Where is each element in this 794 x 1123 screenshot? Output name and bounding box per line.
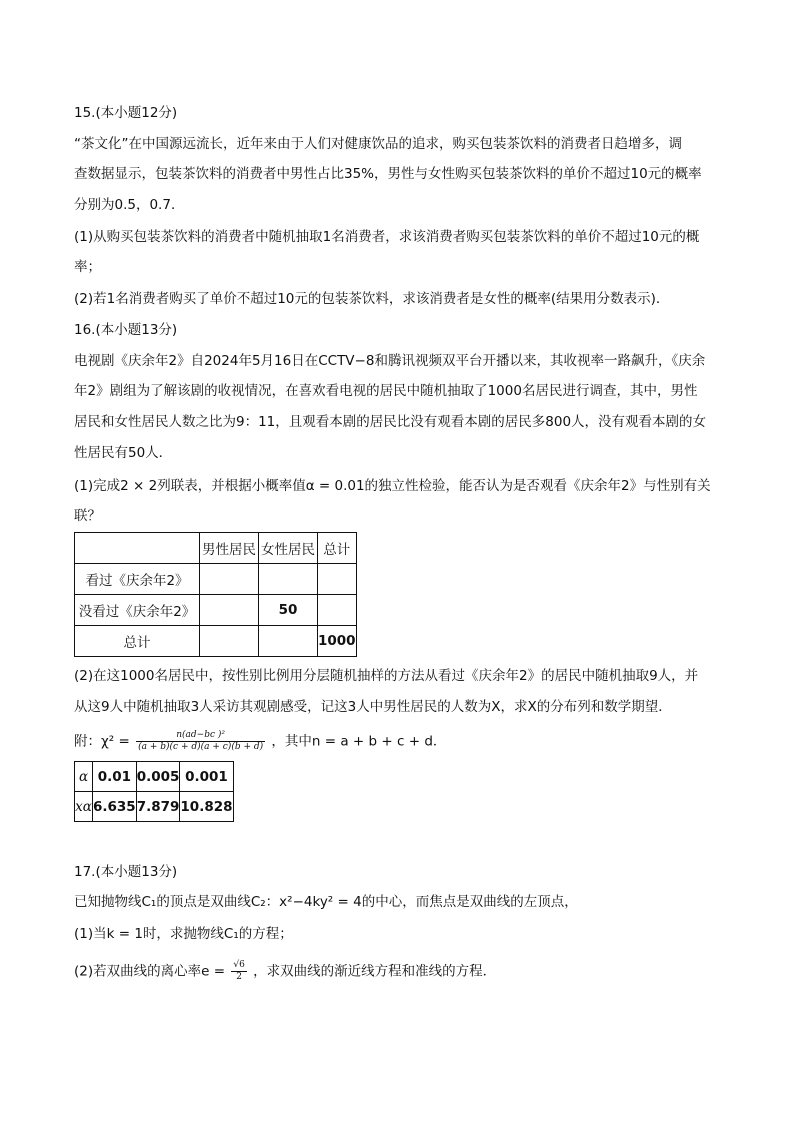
table-cell: 1000 bbox=[318, 626, 357, 657]
table-row bbox=[75, 792, 234, 822]
q17-body: 已知抛物线C₁的顶点是双曲线C₂：x²−4ky² = 4的中心，而焦点是双曲线的左顶点， bbox=[74, 894, 578, 910]
table-cell bbox=[75, 533, 200, 564]
table-cell bbox=[259, 564, 318, 595]
critical-value-table bbox=[74, 761, 234, 822]
table-row-label: 没看过《庆余年2》 bbox=[75, 595, 200, 626]
formula-fraction bbox=[136, 730, 265, 753]
table-row bbox=[75, 564, 357, 595]
q16-part2-line-2: 从这9人中随机抽取3人采访其观剧感受，记这3人中男性居民的人数为X，求X的分布列和数学期望． bbox=[74, 699, 672, 715]
contingency-table bbox=[74, 532, 357, 657]
q17-part1: (1)当k = 1时，求抛物线C₁的方程； bbox=[74, 926, 293, 942]
table-cell bbox=[259, 626, 318, 657]
table-cell: 6.635 bbox=[93, 792, 137, 822]
table-cell: 0.001 bbox=[180, 762, 233, 792]
q15-body-line-3: 分别为0.5，0.7． bbox=[74, 197, 185, 213]
q15-body-line-1: “茶文化”在中国源远流长，近年来由于人们对健康饮品的追求，购买包装茶饮料的消费者日趋增多，调 bbox=[74, 136, 682, 152]
table-row-label: α bbox=[75, 762, 93, 792]
table-header-cell: 女性居民 bbox=[259, 533, 318, 564]
table-row bbox=[75, 626, 357, 657]
table-header-row bbox=[75, 533, 357, 564]
table-header-cell: 男性居民 bbox=[200, 533, 259, 564]
q17-part2-suffix: ，求双曲线的渐近线方程和准线的方程． bbox=[253, 963, 497, 980]
q16-part1-line-1: (1)完成2 × 2列联表，并根据小概率值α = 0.01的独立性检验，能否认为是否观看《庆余年2》与性别有关 bbox=[74, 478, 711, 494]
q16-part1-line-2: 联？ bbox=[74, 508, 101, 524]
q15-part1-line-2: 率； bbox=[74, 259, 101, 275]
table-row bbox=[75, 595, 357, 626]
eccentricity-denominator: 2 bbox=[236, 972, 242, 982]
table-cell bbox=[200, 595, 259, 626]
q15-part1-line-1: (1)从购买包装茶饮料的消费者中随机抽取1名消费者，求该消费者购买包装茶饮料的单价不超过10元的概 bbox=[74, 229, 700, 245]
formula-denominator: (a + b)(c + d)(a + c)(b + d) bbox=[138, 742, 264, 752]
eccentricity-fraction bbox=[231, 960, 246, 983]
eccentricity-numerator: √6 bbox=[233, 960, 245, 970]
formula-prefix: 附：χ² = bbox=[74, 733, 130, 750]
q16-header: 16.(本小题13分) bbox=[74, 322, 178, 338]
q16-body-line-4: 性居民有50人． bbox=[74, 445, 173, 461]
chi-square-formula bbox=[74, 730, 446, 753]
table-cell: 50 bbox=[259, 595, 318, 626]
table-cell bbox=[200, 626, 259, 657]
q16-body-line-3: 居民和女性居民人数之比为9：11，且观看本剧的居民比没有观看本剧的居民多800人，没有观看本剧的女 bbox=[74, 414, 707, 430]
table-row bbox=[75, 762, 234, 792]
q15-part2: (2)若1名消费者购买了单价不超过10元的包装茶饮料，求该消费者是女性的概率(结果用分数表示)． bbox=[74, 291, 670, 307]
table-header-cell: 总计 bbox=[318, 533, 357, 564]
q15-body-line-2: 查数据显示，包装茶饮料的消费者中男性占比35%，男性与女性购买包装茶饮料的单价不超过10元的概率 bbox=[74, 166, 702, 182]
table-row-label: 总计 bbox=[75, 626, 200, 657]
q15-header: 15.(本小题12分) bbox=[74, 105, 178, 121]
table-cell: 0.01 bbox=[93, 762, 137, 792]
table-row-label: xα bbox=[75, 792, 93, 822]
table-cell bbox=[318, 595, 357, 626]
formula-suffix: ，其中n = a + b + c + d． bbox=[271, 733, 447, 750]
q16-body-line-2: 年2》剧组为了解该剧的收视情况，在喜欢看电视的居民中随机抽取了1000名居民进行调查，其中，男性 bbox=[74, 383, 698, 399]
table-cell bbox=[200, 564, 259, 595]
table-row-label: 看过《庆余年2》 bbox=[75, 564, 200, 595]
q16-body-line-1: 电视剧《庆余年2》自2024年5月16日在CCTV−8和腾讯视频双平台开播以来，其收视率一路飙升，《庆余 bbox=[74, 353, 706, 369]
q17-header: 17.(本小题13分) bbox=[74, 864, 178, 880]
table-cell: 10.828 bbox=[180, 792, 233, 822]
formula-numerator: n(ad−bc )² bbox=[136, 730, 265, 742]
table-cell bbox=[318, 564, 357, 595]
q17-part2-prefix: (2)若双曲线的离心率e = bbox=[74, 963, 226, 980]
q16-part2-line-1: (2)在这1000名居民中，按性别比例用分层随机抽样的方法从看过《庆余年2》的居民中随机抽取9人，并 bbox=[74, 668, 699, 684]
table-cell: 0.005 bbox=[136, 762, 180, 792]
q17-part2 bbox=[74, 960, 496, 983]
table-cell: 7.879 bbox=[136, 792, 180, 822]
